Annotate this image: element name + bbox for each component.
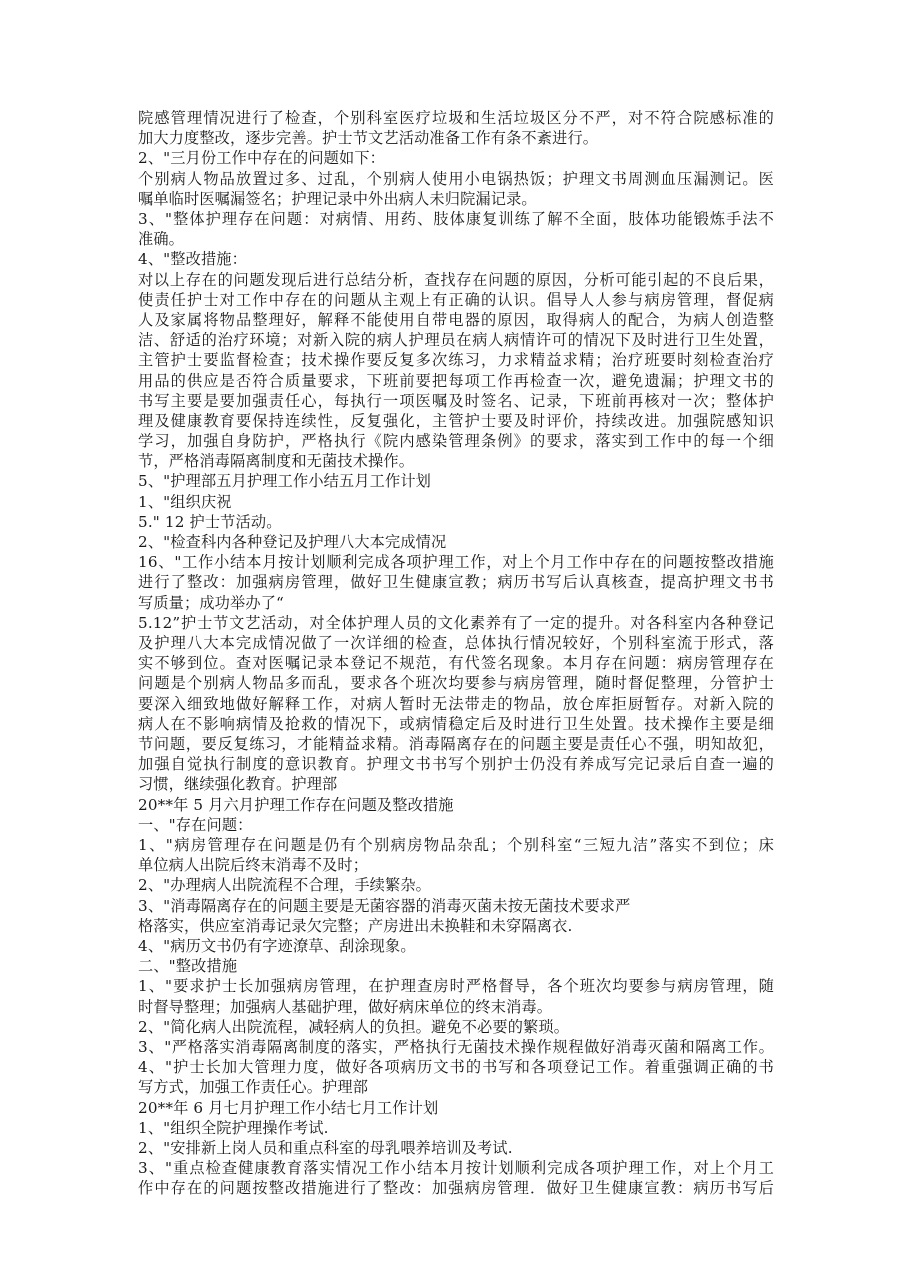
text-line: 20**年 6 月七月护理工作小结七月工作计划 bbox=[138, 1098, 439, 1117]
text-line: 书写主要是要加强责任心，每执行一项医嘱及时签名、记录，下班前再核对一次；整体护 bbox=[138, 391, 774, 410]
text-line: 时督导整理；加强病人基础护理，做好病床单位的终末消毒。 bbox=[138, 997, 553, 1016]
text-line: 写质量；成功举办了“ bbox=[138, 593, 284, 612]
text-line: 1、"组织全院护理操作考试. bbox=[138, 1118, 329, 1137]
text-line: 准确。 bbox=[138, 230, 185, 249]
text-line: 嘱单临时医嘱漏签名；护理记录中外出病人未归院漏记录。 bbox=[138, 189, 537, 208]
text-line: 对以上存在的问题发现后进行总结分析，查找存在问题的原因，分析可能引起的不良后果， bbox=[138, 270, 774, 289]
text-line: 个别病人物品放置过多、过乱，个别病人使用小电锅热饭；护理文书周测血压漏测记。医 bbox=[138, 169, 774, 188]
text-line: 人及家属将物品整理好，解释不能使用自带电器的原因，取得病人的配合，为病人创造整 bbox=[138, 310, 774, 329]
document-body bbox=[138, 108, 774, 1199]
text-line: 2、"简化病人出院流程，减轻病人的负担。避免不必要的繁琐。 bbox=[138, 1017, 570, 1036]
text-line: 3、"整体护理存在问题：对病情、用药、肢体康复训练了解不全面，肢体功能锻炼手法不 bbox=[138, 209, 774, 228]
text-line: 3、"消毒隔离存在的问题主要是无菌容器的消毒灭菌未按无菌技术要求严 bbox=[138, 896, 631, 915]
text-line: 2、"检查科内各种登记及护理八大本完成情况 bbox=[138, 533, 447, 552]
text-line: 节，严格消毒隔离制度和无菌技术操作。 bbox=[138, 452, 415, 471]
text-line: 院感管理情况进行了检查，个别科室医疗垃圾和生活垃圾区分不严，对不符合院感标准的 bbox=[138, 109, 774, 127]
text-line: 及护理八大本完成情况做了一次详细的检查，总体执行情况较好，个别科室流于形式，落 bbox=[138, 634, 774, 653]
text-line: 1、"组织庆祝 bbox=[138, 492, 232, 511]
text-line: 作中存在的问题按整改措施进行了整改：加强病房管理．做好卫生健康宣教：病历书写后 bbox=[138, 1179, 774, 1198]
text-line: 使责任护士对工作中存在的问题从主观上有正确的认识。倡导人人参与病房管理，督促病 bbox=[138, 290, 774, 309]
text-line: 5." 12 护士节活动。 bbox=[138, 512, 282, 531]
text-line: 加强自觉执行制度的意识教育。护理文书书写个别护士仍没有养成写完记录后自查一遍的 bbox=[138, 755, 774, 774]
text-line: 1、"病房管理存在问题是仍有个别病房物品杂乱；个别科室“三短九洁”落实不到位；床 bbox=[138, 835, 774, 854]
text-line: 2、"办理病人出院流程不合理，手续繁杂。 bbox=[138, 876, 432, 895]
text-line: 加大力度整改，逐步完善。护士节文艺活动准备工作有条不紊进行。 bbox=[138, 129, 599, 148]
text-line: 进行了整改：加强病房管理，做好卫生健康宣教；病历书写后认真核查，提高护理文书书 bbox=[138, 573, 774, 592]
text-line: 5.12”护士节文艺活动，对全体护理人员的文化素养有了一定的提升。对各科室内各种登记 bbox=[138, 613, 774, 632]
text-line: 单位病人出院后终末消毒不及时； bbox=[138, 856, 369, 875]
text-line: 16、"工作小结本月按计划顺利完成各项护理工作，对上个月工作中存在的问题按整改措施 bbox=[138, 553, 774, 572]
text-line: 洁、舒适的治疗环境；对新入院的病人护理员在病人病情许可的情况下及时进行卫生处置， bbox=[138, 331, 774, 350]
text-line: 实不够到位。查对医嘱记录本登记不规范，有代签名现象。本月存在问题：病房管理存在 bbox=[138, 654, 774, 673]
text-line: 习惯，继续强化教育。护理部 bbox=[138, 775, 338, 794]
text-line: 4、"整改措施： bbox=[138, 250, 247, 269]
text-line: 理及健康教育要保持连续性，反复强化，主管护士要及时评价，持续改进。加强院感知识 bbox=[138, 411, 774, 430]
text-line: 节问题，要反复练习，才能精益求精。消毒隔离存在的问题主要是责任心不强，明知故犯， bbox=[138, 734, 774, 753]
text-line: 用品的供应是否符合质量要求，下班前要把每项工作再检查一次，避免遗漏；护理文书的 bbox=[138, 371, 774, 390]
text-line: 格落实，供应室消毒记录欠完整；产房进出未换鞋和未穿隔离衣. bbox=[138, 916, 573, 935]
text-line: 要深入细致地做好解释工作，对病人暂时无法带走的物品，放仓库拒厨暂存。对新入院的 bbox=[138, 694, 774, 713]
text-line: 二、"整改措施 bbox=[138, 957, 238, 976]
text-line: 2、"安排新上岗人员和重点科室的母乳喂养培训及考试. bbox=[138, 1138, 513, 1157]
text-line: 4、"病历文书仍有字迹潦草、刮涂现象。 bbox=[138, 936, 416, 955]
text-line: 问题是个别病人物品多而乱，要求各个班次均要参与病房管理，随时督促整理，分管护士 bbox=[138, 674, 774, 693]
text-line: 3、"重点检查健康教育落实情况工作小结本月按计划顺利完成各项护理工作，对上个月工 bbox=[138, 1159, 774, 1178]
text-line: 一、"存在问题： bbox=[138, 815, 253, 834]
text-line: 学习，加强自身防护，严格执行《院内感染管理条例》的要求，落实到工作中的每一个细 bbox=[138, 432, 774, 451]
text-line: 主管护士要监督检查；技术操作要反复多次练习，力求精益求精；治疗班要时刻检查治疗 bbox=[138, 351, 774, 370]
text-line: 病人在不影响病情及抢救的情况下，或病情稳定后及时进行卫生处置。技术操作主要是细 bbox=[138, 714, 774, 733]
text-line: 1、"要求护士长加强病房管理，在护理查房时严格督导，各个班次均要参与病房管理，随 bbox=[138, 977, 774, 996]
text-line: 20**年 5 月六月护理工作存在问题及整改措施 bbox=[138, 795, 454, 814]
text-line: 4、"护士长加大管理力度，做好各项病历文书的书写和各项登记工作。着重强调正确的书 bbox=[138, 1058, 774, 1077]
text-line: 5、"护理部五月护理工作小结五月工作计划 bbox=[138, 472, 432, 491]
text-line: 3、"严格落实消毒隔离制度的落实，严格执行无菌技术操作规程做好消毒灭菌和隔离工作。 bbox=[138, 1037, 774, 1056]
text-line: 2、"三月份工作中存在的问题如下： bbox=[138, 149, 386, 168]
text-line: 写方式，加强工作责任心。护理部 bbox=[138, 1078, 369, 1097]
